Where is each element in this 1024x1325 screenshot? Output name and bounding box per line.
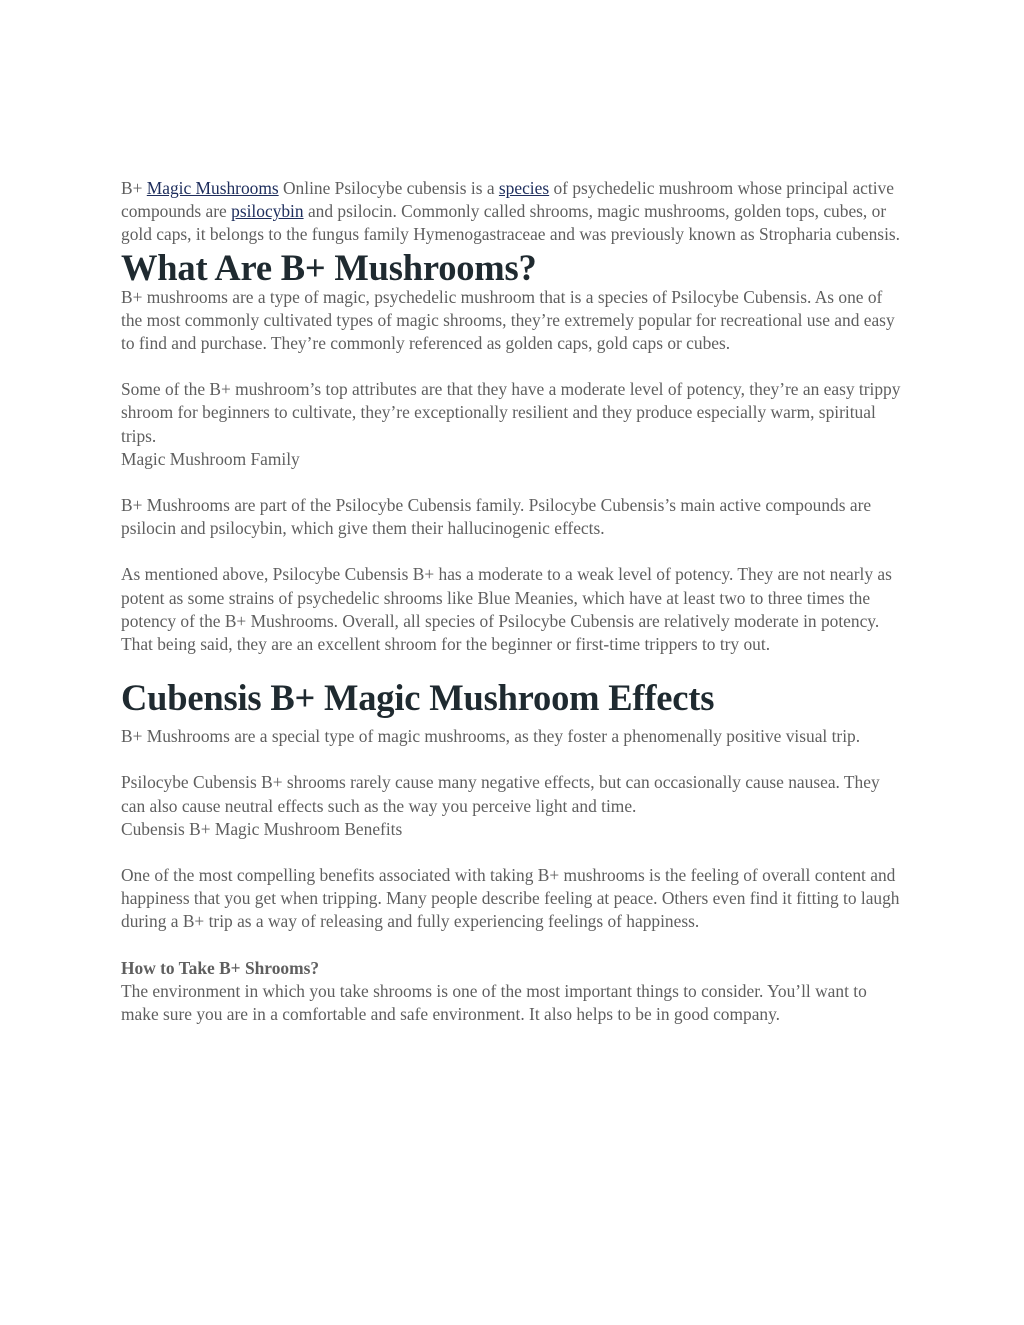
section2-paragraph-2: Psilocybe Cubensis B+ shrooms rarely cause many negative effects, but can occasionally cause nausea. They can also cause neutral effects such as the way you perceive light and time. [121, 772, 880, 816]
intro-paragraph [121, 177, 906, 247]
intro-text-1: Online Psilocybe cubensis is a [278, 178, 499, 198]
spacer [121, 471, 906, 494]
section1-paragraph-4: As mentioned above, Psilocybe Cubensis B+ has a moderate to a weak level of potency. They are not nearly as potent as some strains of psychedelic shrooms like Blue Meanies, which have at least two to three times the potency of the B+ Mushrooms. Overall, all species of Psilocybe Cubensis are relatively moderate in potency. That being said, they are an excellent shroom for the beginner or first-time trippers to try out. [121, 564, 892, 655]
subheading-benefits: Cubensis B+ Magic Mushroom Benefits [121, 818, 403, 839]
section1-paragraph-1: B+ mushrooms are a type of magic, psychedelic mushroom that is a species of Psilocybe Cubensis. As one of the most commonly cultivated types of magic shrooms, they’re extremely popular for recreational use and easy to find and purchase. They’re commonly referenced as golden caps, gold caps or cubes. [121, 286, 895, 354]
heading-effects: Cubensis B+ Magic Mushroom Effects [121, 677, 715, 719]
section1-paragraph-2: Some of the B+ mushroom’s top attributes are that they have a moderate level of potency, they’re an easy trippy shroom for beginners to cultivate, they’re exceptionally resilient and they produce especially warm, spiritual trips. [121, 379, 901, 446]
section2-paragraph-1: B+ Mushrooms are a special type of magic mushrooms, as they foster a phenomenally positive visual trip. [121, 726, 861, 747]
intro-text-3: and psilocin. Commonly called shrooms, magic mushrooms, golden tops, cubes, or gold caps, it belongs to the fungus family Hymenogastraceae and was previously known as Stropharia cubensis. [121, 201, 901, 245]
spacer [121, 934, 906, 957]
intro-text-2: of psychedelic mushroom whose principal active compounds are [121, 178, 894, 222]
spacer [121, 355, 906, 378]
subheading-magic-mushroom-family: Magic Mushroom Family [121, 448, 300, 469]
spacer [121, 841, 906, 864]
spacer [121, 748, 906, 771]
section2-paragraph-3: One of the most compelling benefits associated with taking B+ mushrooms is the feeling of overall content and happiness that you get when tripping. Many people describe feeling at peace. Others even find it fitting to laugh during a B+ trip as a way of releasing and fully experiencing feelings of happiness. [121, 865, 900, 932]
spacer [121, 540, 906, 563]
document-page [121, 177, 906, 1026]
heading-how-to-take: How to Take B+ Shrooms? [121, 957, 320, 978]
intro-prefix: B+ [121, 178, 147, 198]
psilocybin-link[interactable]: psilocybin [231, 201, 304, 222]
section1-paragraph-3: B+ Mushrooms are part of the Psilocybe Cubensis family. Psilocybe Cubensis’s main active compounds are psilocin and psilocybin, which give them their hallucinogenic effects. [121, 495, 872, 539]
species-link[interactable]: species [498, 178, 550, 198]
section3-paragraph-1: The environment in which you take shrooms is one of the most important things to consider. You’ll want to make sure you are in a comfortable and safe environment. It also helps to be in good company. [121, 980, 867, 1025]
heading-what-are-b-plus: What Are B+ Mushrooms? [121, 246, 537, 288]
magic-mushrooms-link[interactable]: Magic Mushrooms [146, 178, 279, 198]
